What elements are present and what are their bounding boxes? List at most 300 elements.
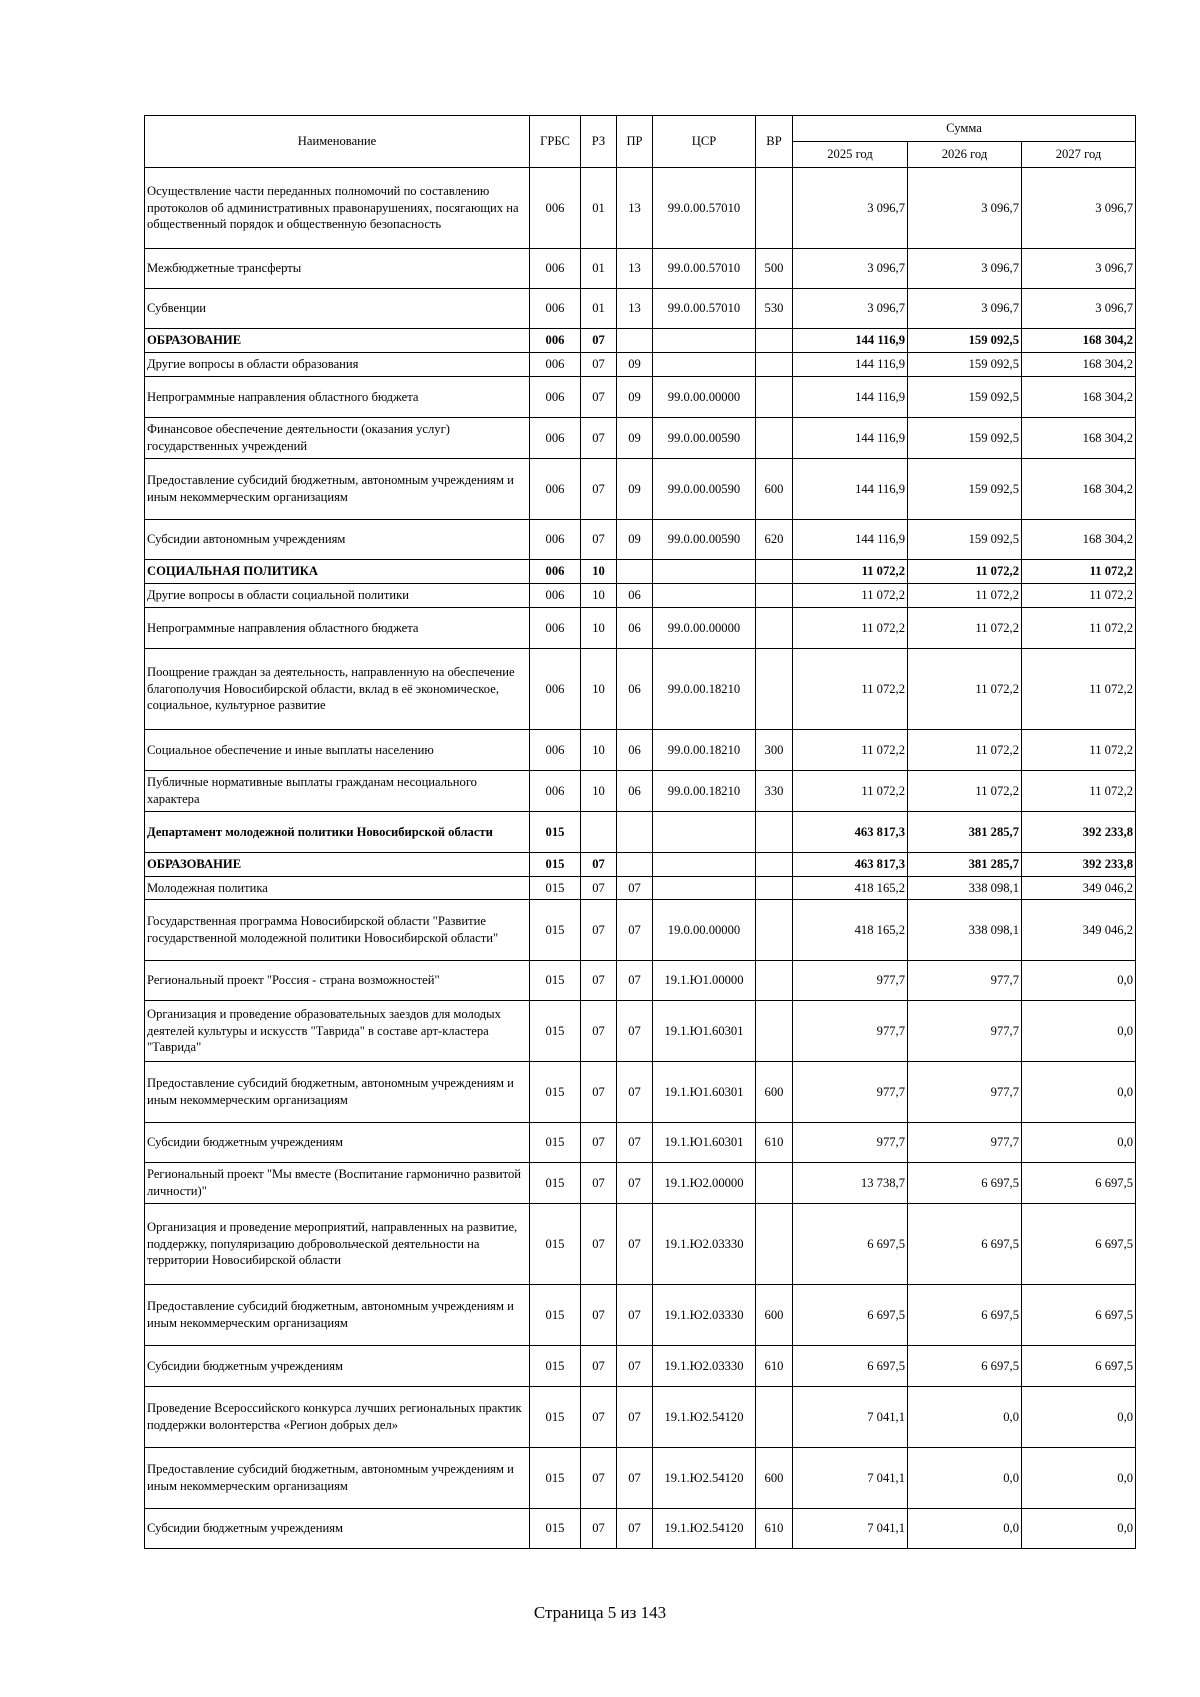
- page-number: Страница 5 из 143: [533, 1603, 667, 1622]
- cell-pr: 07: [617, 1204, 653, 1285]
- cell-amount-2026: 6 697,5: [908, 1204, 1022, 1285]
- cell-vr: 610: [756, 1346, 793, 1387]
- cell-name: Молодежная политика: [145, 877, 530, 900]
- cell-rz: 07: [581, 1163, 617, 1204]
- cell-amount-2027: 6 697,5: [1022, 1285, 1136, 1346]
- cell-amount-2027: 168 304,2: [1022, 377, 1136, 418]
- cell-pr: 09: [617, 377, 653, 418]
- cell-amount-2026: 11 072,2: [908, 771, 1022, 812]
- table-row: [145, 1387, 1136, 1448]
- cell-vr: 500: [756, 249, 793, 289]
- cell-csr: [653, 584, 756, 608]
- cell-amount-2025: 11 072,2: [793, 730, 908, 771]
- cell-vr: [756, 1204, 793, 1285]
- cell-pr: 06: [617, 608, 653, 649]
- cell-rz: 07: [581, 877, 617, 900]
- cell-rz: 10: [581, 771, 617, 812]
- cell-amount-2025: 977,7: [793, 961, 908, 1001]
- cell-rz: 07: [581, 1285, 617, 1346]
- cell-amount-2026: 6 697,5: [908, 1346, 1022, 1387]
- cell-amount-2027: 11 072,2: [1022, 771, 1136, 812]
- table-row: [145, 1346, 1136, 1387]
- cell-amount-2025: 7 041,1: [793, 1448, 908, 1509]
- cell-amount-2026: 338 098,1: [908, 877, 1022, 900]
- cell-pr: 07: [617, 1001, 653, 1062]
- cell-rz: 01: [581, 168, 617, 249]
- cell-rz: 10: [581, 584, 617, 608]
- cell-amount-2027: 168 304,2: [1022, 520, 1136, 560]
- cell-amount-2027: 168 304,2: [1022, 459, 1136, 520]
- cell-csr: 99.0.00.00590: [653, 520, 756, 560]
- cell-amount-2025: 11 072,2: [793, 560, 908, 584]
- header-pr: ПР: [617, 116, 653, 168]
- cell-amount-2027: 0,0: [1022, 1509, 1136, 1549]
- table-row: [145, 1285, 1136, 1346]
- cell-amount-2027: 3 096,7: [1022, 249, 1136, 289]
- cell-csr: [653, 353, 756, 377]
- cell-pr: 06: [617, 771, 653, 812]
- cell-csr: 19.1.Ю2.54120: [653, 1448, 756, 1509]
- cell-rz: 07: [581, 459, 617, 520]
- cell-amount-2025: 3 096,7: [793, 289, 908, 329]
- cell-pr: 09: [617, 520, 653, 560]
- table-row: [145, 329, 1136, 353]
- table-row: [145, 1123, 1136, 1163]
- cell-name: Региональный проект "Мы вместе (Воспитание гармонично развитой личности)": [145, 1163, 530, 1204]
- cell-grbs: 006: [530, 377, 581, 418]
- cell-rz: 07: [581, 1509, 617, 1549]
- cell-rz: 07: [581, 961, 617, 1001]
- cell-grbs: 015: [530, 1204, 581, 1285]
- cell-pr: 07: [617, 1285, 653, 1346]
- cell-grbs: 006: [530, 418, 581, 459]
- cell-amount-2025: 7 041,1: [793, 1509, 908, 1549]
- cell-vr: [756, 812, 793, 853]
- cell-amount-2027: 349 046,2: [1022, 877, 1136, 900]
- cell-amount-2026: 0,0: [908, 1387, 1022, 1448]
- cell-amount-2026: 159 092,5: [908, 353, 1022, 377]
- budget-table: [144, 115, 1136, 1549]
- cell-amount-2027: 0,0: [1022, 961, 1136, 1001]
- table-row: [145, 1509, 1136, 1549]
- cell-amount-2027: 6 697,5: [1022, 1204, 1136, 1285]
- cell-csr: 19.1.Ю1.60301: [653, 1123, 756, 1163]
- cell-amount-2026: 11 072,2: [908, 584, 1022, 608]
- cell-rz: 10: [581, 649, 617, 730]
- cell-rz: 07: [581, 377, 617, 418]
- cell-grbs: 006: [530, 249, 581, 289]
- cell-amount-2025: 6 697,5: [793, 1285, 908, 1346]
- cell-csr: 19.1.Ю1.00000: [653, 961, 756, 1001]
- cell-csr: 99.0.00.00590: [653, 418, 756, 459]
- cell-grbs: 006: [530, 584, 581, 608]
- cell-name: Финансовое обеспечение деятельности (оказания услуг) государственных учреждений: [145, 418, 530, 459]
- cell-csr: 19.1.Ю1.60301: [653, 1001, 756, 1062]
- cell-pr: 07: [617, 1062, 653, 1123]
- cell-name: Субсидии бюджетным учреждениям: [145, 1509, 530, 1549]
- cell-vr: [756, 961, 793, 1001]
- header-sum: Сумма: [793, 116, 1136, 142]
- cell-amount-2027: 11 072,2: [1022, 584, 1136, 608]
- cell-name: Социальное обеспечение и иные выплаты населению: [145, 730, 530, 771]
- cell-amount-2025: 6 697,5: [793, 1346, 908, 1387]
- cell-pr: 09: [617, 459, 653, 520]
- cell-rz: 07: [581, 1346, 617, 1387]
- cell-amount-2026: 3 096,7: [908, 289, 1022, 329]
- header-csr: ЦСР: [653, 116, 756, 168]
- cell-name: Организация и проведение образовательных заездов для молодых деятелей культуры и искусств "Таврида" в составе арт-кластера "Таврида": [145, 1001, 530, 1062]
- header-name: Наименование: [145, 116, 530, 168]
- cell-vr: [756, 608, 793, 649]
- cell-csr: 99.0.00.00000: [653, 377, 756, 418]
- cell-rz: 01: [581, 249, 617, 289]
- cell-name: Непрограммные направления областного бюджета: [145, 377, 530, 418]
- cell-vr: [756, 584, 793, 608]
- cell-grbs: 015: [530, 812, 581, 853]
- cell-amount-2027: 0,0: [1022, 1123, 1136, 1163]
- cell-amount-2027: 6 697,5: [1022, 1346, 1136, 1387]
- table-row: [145, 418, 1136, 459]
- cell-rz: 07: [581, 1123, 617, 1163]
- cell-amount-2025: 977,7: [793, 1062, 908, 1123]
- cell-amount-2026: 11 072,2: [908, 608, 1022, 649]
- cell-csr: 19.1.Ю2.03330: [653, 1204, 756, 1285]
- cell-amount-2026: 3 096,7: [908, 168, 1022, 249]
- cell-grbs: 015: [530, 1062, 581, 1123]
- cell-name: Предоставление субсидий бюджетным, автономным учреждениям и иным некоммерческим организациям: [145, 1448, 530, 1509]
- cell-amount-2026: 11 072,2: [908, 560, 1022, 584]
- cell-rz: 07: [581, 520, 617, 560]
- cell-grbs: 006: [530, 608, 581, 649]
- cell-name: Организация и проведение мероприятий, направленных на развитие, поддержку, популяризацию добровольческой деятельности на территории Новосибирской области: [145, 1204, 530, 1285]
- cell-name: Непрограммные направления областного бюджета: [145, 608, 530, 649]
- table-body: [145, 168, 1136, 1549]
- cell-amount-2025: 11 072,2: [793, 608, 908, 649]
- cell-rz: 10: [581, 560, 617, 584]
- table-row: [145, 377, 1136, 418]
- cell-grbs: 015: [530, 1123, 581, 1163]
- cell-pr: 07: [617, 1163, 653, 1204]
- cell-name: Поощрение граждан за деятельность, направленную на обеспечение благополучия Новосибирской области, вклад в её экономическое, социальное, культурное развитие: [145, 649, 530, 730]
- cell-pr: 07: [617, 1346, 653, 1387]
- cell-pr: 06: [617, 730, 653, 771]
- cell-vr: 620: [756, 520, 793, 560]
- cell-csr: 19.0.00.00000: [653, 900, 756, 961]
- cell-csr: 19.1.Ю2.54120: [653, 1387, 756, 1448]
- cell-grbs: 006: [530, 520, 581, 560]
- cell-vr: 600: [756, 459, 793, 520]
- cell-vr: [756, 877, 793, 900]
- cell-grbs: 015: [530, 1448, 581, 1509]
- cell-pr: 13: [617, 249, 653, 289]
- cell-amount-2025: 144 116,9: [793, 418, 908, 459]
- cell-amount-2027: 0,0: [1022, 1387, 1136, 1448]
- cell-amount-2025: 977,7: [793, 1123, 908, 1163]
- cell-rz: 01: [581, 289, 617, 329]
- cell-name: Предоставление субсидий бюджетным, автономным учреждениям и иным некоммерческим организациям: [145, 1285, 530, 1346]
- cell-amount-2025: 418 165,2: [793, 900, 908, 961]
- cell-vr: [756, 168, 793, 249]
- cell-pr: 07: [617, 1509, 653, 1549]
- cell-pr: [617, 329, 653, 353]
- cell-name: Субсидии автономным учреждениям: [145, 520, 530, 560]
- cell-amount-2027: 392 233,8: [1022, 812, 1136, 853]
- cell-rz: 07: [581, 1204, 617, 1285]
- cell-grbs: 015: [530, 1346, 581, 1387]
- cell-grbs: 015: [530, 1509, 581, 1549]
- cell-amount-2025: 13 738,7: [793, 1163, 908, 1204]
- cell-csr: 19.1.Ю2.03330: [653, 1346, 756, 1387]
- table-header: [145, 116, 1136, 168]
- header-vr: ВР: [756, 116, 793, 168]
- cell-amount-2027: 11 072,2: [1022, 560, 1136, 584]
- cell-grbs: 006: [530, 560, 581, 584]
- cell-amount-2025: 144 116,9: [793, 329, 908, 353]
- cell-name: Субсидии бюджетным учреждениям: [145, 1346, 530, 1387]
- cell-rz: 07: [581, 1387, 617, 1448]
- cell-amount-2026: 6 697,5: [908, 1285, 1022, 1346]
- header-year-2026: 2026 год: [908, 142, 1022, 168]
- table-row: [145, 459, 1136, 520]
- header-grbs: ГРБС: [530, 116, 581, 168]
- cell-rz: 07: [581, 1448, 617, 1509]
- cell-csr: 99.0.00.57010: [653, 168, 756, 249]
- cell-vr: 300: [756, 730, 793, 771]
- table-row: [145, 520, 1136, 560]
- header-year-2025: 2025 год: [793, 142, 908, 168]
- cell-grbs: 015: [530, 1285, 581, 1346]
- cell-amount-2027: 168 304,2: [1022, 329, 1136, 353]
- cell-vr: 610: [756, 1509, 793, 1549]
- cell-vr: [756, 1387, 793, 1448]
- cell-csr: 99.0.00.00000: [653, 608, 756, 649]
- cell-vr: 600: [756, 1062, 793, 1123]
- table-row: [145, 900, 1136, 961]
- cell-pr: 06: [617, 584, 653, 608]
- cell-csr: 99.0.00.57010: [653, 249, 756, 289]
- cell-amount-2026: 0,0: [908, 1448, 1022, 1509]
- cell-amount-2027: 3 096,7: [1022, 289, 1136, 329]
- table-row: [145, 289, 1136, 329]
- cell-name: Субсидии бюджетным учреждениям: [145, 1123, 530, 1163]
- cell-pr: 09: [617, 353, 653, 377]
- cell-pr: 13: [617, 168, 653, 249]
- cell-amount-2026: 0,0: [908, 1509, 1022, 1549]
- table-row: [145, 1204, 1136, 1285]
- header-year-2027: 2027 год: [1022, 142, 1136, 168]
- cell-csr: 19.1.Ю2.00000: [653, 1163, 756, 1204]
- cell-grbs: 015: [530, 1387, 581, 1448]
- cell-grbs: 006: [530, 168, 581, 249]
- cell-grbs: 006: [530, 289, 581, 329]
- cell-name: Предоставление субсидий бюджетным, автономным учреждениям и иным некоммерческим организациям: [145, 459, 530, 520]
- cell-amount-2027: 11 072,2: [1022, 730, 1136, 771]
- table-row: [145, 560, 1136, 584]
- cell-rz: 07: [581, 900, 617, 961]
- cell-name: ОБРАЗОВАНИЕ: [145, 329, 530, 353]
- cell-csr: 19.1.Ю1.60301: [653, 1062, 756, 1123]
- cell-amount-2026: 11 072,2: [908, 730, 1022, 771]
- cell-pr: 07: [617, 1123, 653, 1163]
- cell-amount-2025: 144 116,9: [793, 520, 908, 560]
- cell-vr: 530: [756, 289, 793, 329]
- cell-amount-2025: 3 096,7: [793, 249, 908, 289]
- cell-amount-2026: 159 092,5: [908, 459, 1022, 520]
- cell-name: Департамент молодежной политики Новосибирской области: [145, 812, 530, 853]
- cell-csr: 99.0.00.18210: [653, 649, 756, 730]
- cell-rz: 07: [581, 418, 617, 459]
- cell-amount-2027: 11 072,2: [1022, 649, 1136, 730]
- table-row: [145, 168, 1136, 249]
- cell-grbs: 006: [530, 649, 581, 730]
- cell-grbs: 006: [530, 459, 581, 520]
- cell-csr: 99.0.00.57010: [653, 289, 756, 329]
- cell-amount-2025: 3 096,7: [793, 168, 908, 249]
- cell-amount-2027: 0,0: [1022, 1001, 1136, 1062]
- table-row: [145, 877, 1136, 900]
- cell-csr: 19.1.Ю2.54120: [653, 1509, 756, 1549]
- cell-pr: [617, 853, 653, 877]
- table-row: [145, 771, 1136, 812]
- cell-amount-2026: 381 285,7: [908, 853, 1022, 877]
- cell-vr: [756, 418, 793, 459]
- table-row: [145, 608, 1136, 649]
- header-rz: РЗ: [581, 116, 617, 168]
- cell-name: Публичные нормативные выплаты гражданам несоциального характера: [145, 771, 530, 812]
- cell-vr: [756, 560, 793, 584]
- cell-amount-2027: 168 304,2: [1022, 353, 1136, 377]
- cell-amount-2025: 977,7: [793, 1001, 908, 1062]
- cell-csr: [653, 812, 756, 853]
- cell-rz: 07: [581, 1001, 617, 1062]
- cell-pr: [617, 560, 653, 584]
- cell-amount-2026: 977,7: [908, 961, 1022, 1001]
- cell-amount-2025: 11 072,2: [793, 584, 908, 608]
- cell-vr: [756, 329, 793, 353]
- cell-grbs: 015: [530, 900, 581, 961]
- cell-grbs: 006: [530, 730, 581, 771]
- cell-amount-2027: 168 304,2: [1022, 418, 1136, 459]
- cell-amount-2027: 3 096,7: [1022, 168, 1136, 249]
- cell-grbs: 006: [530, 771, 581, 812]
- cell-amount-2025: 463 817,3: [793, 812, 908, 853]
- cell-amount-2025: 144 116,9: [793, 377, 908, 418]
- cell-name: Другие вопросы в области социальной политики: [145, 584, 530, 608]
- cell-amount-2026: 338 098,1: [908, 900, 1022, 961]
- cell-vr: [756, 649, 793, 730]
- cell-grbs: 006: [530, 353, 581, 377]
- cell-vr: [756, 377, 793, 418]
- cell-vr: 330: [756, 771, 793, 812]
- table-row: [145, 812, 1136, 853]
- cell-pr: 07: [617, 961, 653, 1001]
- cell-rz: 07: [581, 853, 617, 877]
- cell-name: Региональный проект "Россия - страна возможностей": [145, 961, 530, 1001]
- cell-name: Субвенции: [145, 289, 530, 329]
- cell-amount-2027: 0,0: [1022, 1448, 1136, 1509]
- cell-amount-2026: 159 092,5: [908, 418, 1022, 459]
- cell-amount-2027: 349 046,2: [1022, 900, 1136, 961]
- cell-amount-2025: 144 116,9: [793, 353, 908, 377]
- cell-vr: [756, 900, 793, 961]
- cell-pr: 13: [617, 289, 653, 329]
- cell-grbs: 015: [530, 961, 581, 1001]
- cell-name: Другие вопросы в области образования: [145, 353, 530, 377]
- cell-csr: 99.0.00.18210: [653, 771, 756, 812]
- cell-amount-2026: 6 697,5: [908, 1163, 1022, 1204]
- cell-grbs: 015: [530, 853, 581, 877]
- cell-pr: [617, 812, 653, 853]
- cell-grbs: 015: [530, 1163, 581, 1204]
- table-row: [145, 853, 1136, 877]
- cell-amount-2026: 977,7: [908, 1001, 1022, 1062]
- cell-pr: 07: [617, 877, 653, 900]
- cell-grbs: 015: [530, 877, 581, 900]
- cell-vr: 600: [756, 1285, 793, 1346]
- cell-amount-2026: 159 092,5: [908, 377, 1022, 418]
- cell-amount-2027: 6 697,5: [1022, 1163, 1136, 1204]
- table-row: [145, 1062, 1136, 1123]
- cell-grbs: 015: [530, 1001, 581, 1062]
- cell-amount-2026: 3 096,7: [908, 249, 1022, 289]
- cell-vr: [756, 1163, 793, 1204]
- cell-name: СОЦИАЛЬНАЯ ПОЛИТИКА: [145, 560, 530, 584]
- cell-name: ОБРАЗОВАНИЕ: [145, 853, 530, 877]
- cell-amount-2025: 463 817,3: [793, 853, 908, 877]
- cell-amount-2025: 11 072,2: [793, 649, 908, 730]
- table-row: [145, 584, 1136, 608]
- table-row: [145, 353, 1136, 377]
- cell-vr: [756, 353, 793, 377]
- cell-csr: [653, 329, 756, 353]
- table-row: [145, 961, 1136, 1001]
- cell-amount-2025: 418 165,2: [793, 877, 908, 900]
- cell-rz: 07: [581, 1062, 617, 1123]
- cell-amount-2027: 11 072,2: [1022, 608, 1136, 649]
- cell-amount-2025: 6 697,5: [793, 1204, 908, 1285]
- cell-csr: [653, 560, 756, 584]
- table-row: [145, 1448, 1136, 1509]
- cell-pr: 07: [617, 1448, 653, 1509]
- cell-rz: [581, 812, 617, 853]
- cell-pr: 07: [617, 900, 653, 961]
- table-row: [145, 1001, 1136, 1062]
- cell-rz: 10: [581, 730, 617, 771]
- cell-rz: 10: [581, 608, 617, 649]
- cell-rz: 07: [581, 329, 617, 353]
- table-row: [145, 1163, 1136, 1204]
- cell-amount-2025: 144 116,9: [793, 459, 908, 520]
- cell-csr: 19.1.Ю2.03330: [653, 1285, 756, 1346]
- cell-amount-2025: 11 072,2: [793, 771, 908, 812]
- cell-vr: [756, 853, 793, 877]
- cell-name: Предоставление субсидий бюджетным, автономным учреждениям и иным некоммерческим организациям: [145, 1062, 530, 1123]
- cell-amount-2026: 159 092,5: [908, 329, 1022, 353]
- table-row: [145, 649, 1136, 730]
- cell-csr: 99.0.00.18210: [653, 730, 756, 771]
- cell-amount-2026: 159 092,5: [908, 520, 1022, 560]
- cell-amount-2025: 7 041,1: [793, 1387, 908, 1448]
- table-row: [145, 730, 1136, 771]
- cell-vr: 610: [756, 1123, 793, 1163]
- cell-pr: 06: [617, 649, 653, 730]
- cell-amount-2026: 977,7: [908, 1062, 1022, 1123]
- table-row: [145, 249, 1136, 289]
- cell-amount-2027: 0,0: [1022, 1062, 1136, 1123]
- cell-csr: [653, 853, 756, 877]
- cell-rz: 07: [581, 353, 617, 377]
- cell-csr: [653, 877, 756, 900]
